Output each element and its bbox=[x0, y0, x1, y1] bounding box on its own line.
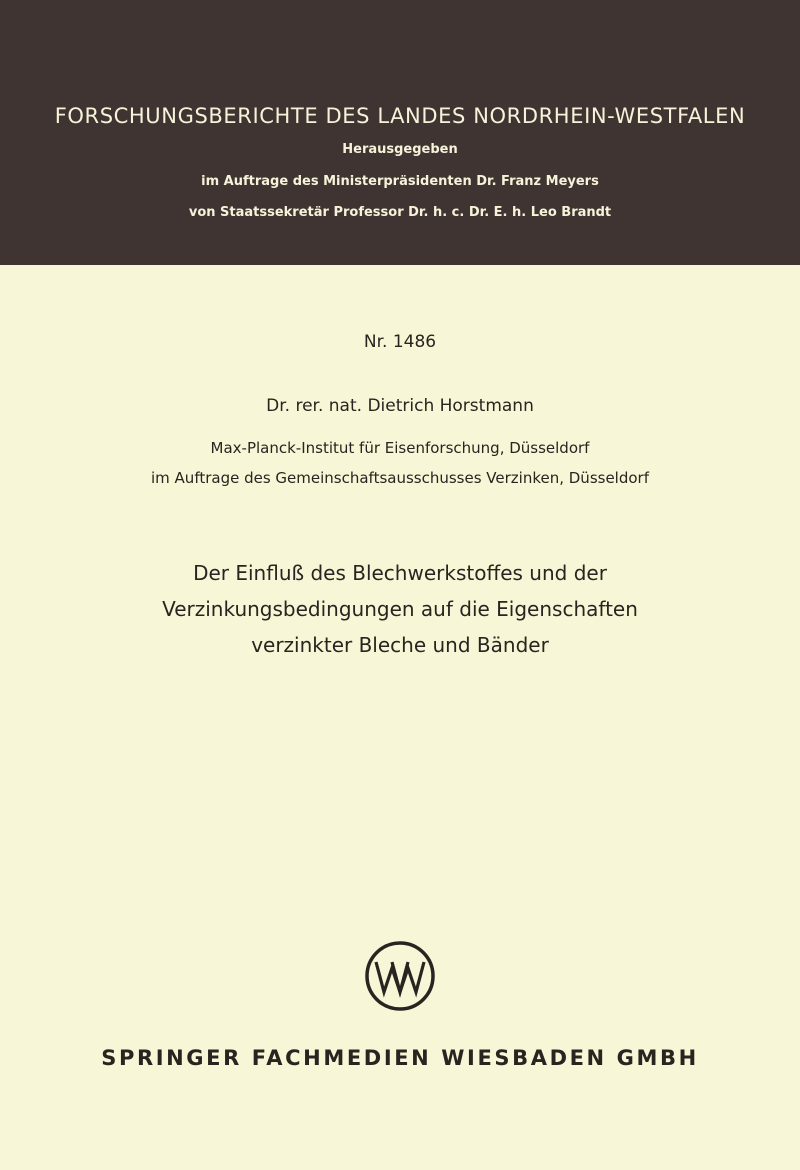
report-number: Nr. 1486 bbox=[363, 332, 437, 352]
title-line-3: verzinkter Bleche und Bänder bbox=[251, 633, 549, 657]
editor-line-staatssekretaer: von Staatssekretär Professor Dr. h. c. Dr. E. h. Leo Brandt bbox=[188, 205, 612, 220]
affiliation-commission: im Auftrage des Gemeinschaftsausschusses Verzinken, Düsseldorf bbox=[151, 469, 649, 487]
editor-line-ministerpraesident: im Auftrage des Ministerpräsidenten Dr. Franz Meyers bbox=[201, 174, 599, 189]
editor-line-herausgegeben: Herausgegeben bbox=[342, 142, 458, 157]
publisher-name: SPRINGER FACHMEDIEN WIESBADEN GMBH bbox=[101, 1046, 699, 1070]
series-header bbox=[0, 0, 800, 265]
author-name: Dr. rer. nat. Dietrich Horstmann bbox=[266, 396, 534, 416]
title-line-1: Der Einfluß des Blechwerkstoffes und der bbox=[193, 561, 607, 585]
ww-logo-graphic bbox=[364, 940, 436, 1012]
affiliation-institute: Max-Planck-Institut für Eisenforschung, Düsseldorf bbox=[210, 439, 590, 457]
westdeutscher-verlag-ww-logo-icon bbox=[364, 940, 436, 1012]
series-title: FORSCHUNGSBERICHTE DES LANDES NORDRHEIN-WESTFALEN bbox=[54, 104, 746, 128]
title-line-2: Verzinkungsbedingungen auf die Eigenschaften bbox=[162, 597, 638, 621]
